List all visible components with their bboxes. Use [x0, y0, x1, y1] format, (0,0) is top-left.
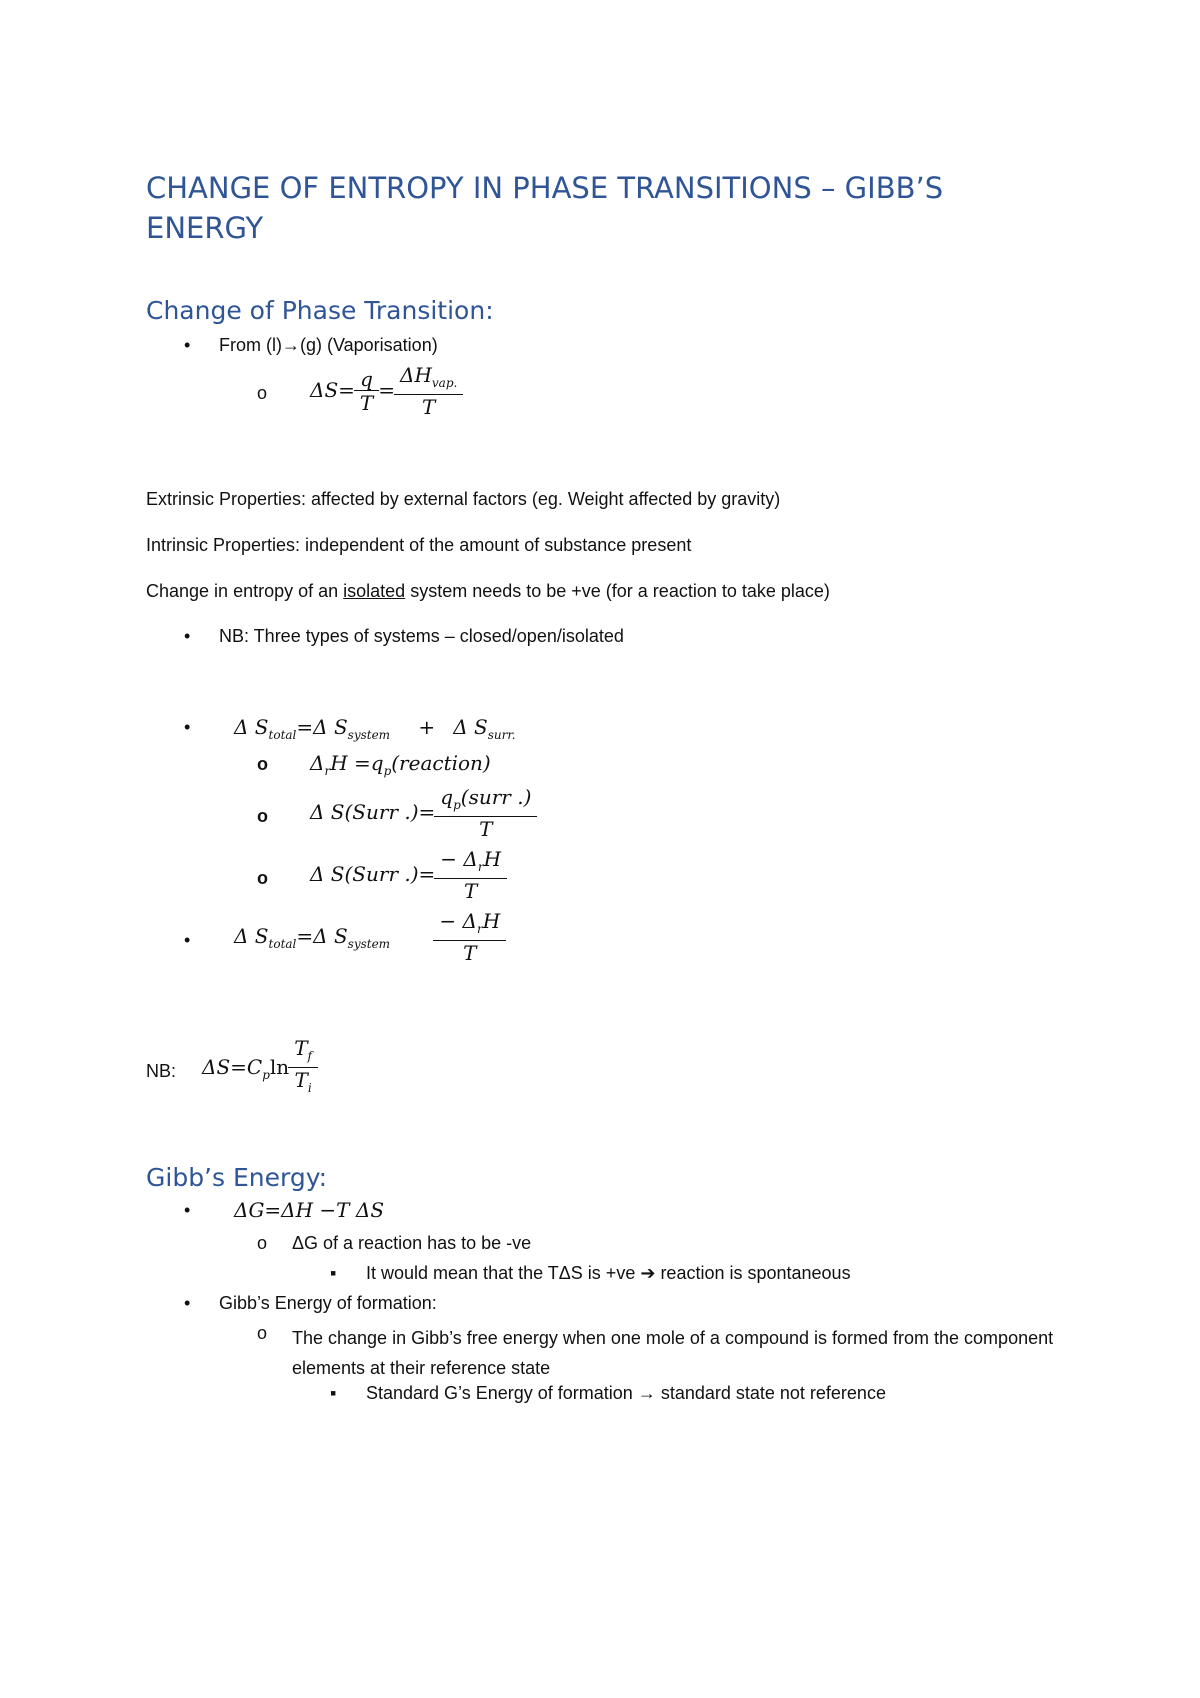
- t2-a: Δ S: [234, 924, 269, 948]
- heat-capacity-entropy-equation: [202, 1037, 317, 1100]
- std-pre: Standard G’s Energy of formation: [366, 1383, 638, 1403]
- entropy-vaporisation-equation: [310, 364, 462, 419]
- eq1-num2a: ΔH: [400, 363, 432, 387]
- std-post: standard state not reference: [655, 1383, 886, 1403]
- ss2-frac: [437, 848, 504, 903]
- intrinsic-properties-text: Intrinsic Properties: independent of the amount of substance present: [146, 535, 692, 555]
- nb-den-sub: i: [307, 1081, 312, 1095]
- reaction-enthalpy-equation: [310, 751, 491, 778]
- isolated-system-text: [146, 581, 830, 602]
- nb-den-a: T: [294, 1068, 308, 1092]
- vaporisation-pre: From (l): [219, 335, 282, 355]
- gibbs-equation: ΔG=ΔH −T ΔS: [234, 1198, 385, 1222]
- total-c-sub: surr.: [487, 728, 516, 742]
- arrow-icon: ➔: [640, 1263, 656, 1283]
- total-entropy-equation: [234, 715, 516, 742]
- drh-c: (reaction): [391, 751, 491, 775]
- ss1-frac: [437, 786, 534, 841]
- ss2-num-post: H: [483, 847, 502, 871]
- circle-marker: o: [257, 806, 268, 826]
- surroundings-entropy-equation-1: [310, 786, 536, 841]
- total-plus: +: [418, 715, 436, 739]
- nb-ln: ln: [269, 1055, 290, 1079]
- square-marker: ▪: [330, 1263, 337, 1283]
- nb-num-a: T: [294, 1036, 308, 1060]
- total-c: Δ S: [453, 715, 488, 739]
- extrinsic-properties-text: Extrinsic Properties: affected by external factors (eg. Weight affected by gravity): [146, 489, 781, 509]
- gibbs-formation-definition: The change in Gibb’s free energy when one mole of a compound is formed from the component elements at their reference state: [292, 1328, 1054, 1378]
- page-title: CHANGE OF ENTROPY IN PHASE TRANSITIONS – GIBB’S ENERGY: [146, 171, 944, 245]
- vaporisation-item: [219, 335, 438, 356]
- total-eq: =Δ S: [296, 715, 348, 739]
- ss1-lhs: Δ S(Surr .)=: [310, 800, 436, 824]
- t2-frac: [436, 910, 503, 965]
- nb-den: [288, 1067, 318, 1100]
- circle-marker: o: [257, 754, 268, 774]
- section-heading-gibbs-energy: Gibb’s Energy:: [146, 1163, 328, 1192]
- drh-b: H =q: [330, 751, 384, 775]
- t2-num: [436, 910, 503, 940]
- ss1-den: T: [434, 816, 537, 841]
- total-entropy-equation-2: [234, 910, 505, 965]
- eq1-num2: [397, 364, 460, 394]
- ss1-num-sub: p: [453, 798, 461, 812]
- eq1-frac2: [397, 364, 460, 419]
- circle-marker: o: [257, 868, 268, 888]
- standard-formation-note: [366, 1383, 886, 1404]
- ss2-num-sub: r: [477, 860, 484, 874]
- t2-num-sub: r: [476, 922, 483, 936]
- eq1-num1: q: [360, 367, 373, 391]
- bullet-marker: •: [184, 626, 191, 646]
- bullet-marker: •: [184, 1293, 191, 1313]
- ss2-num: [437, 848, 504, 878]
- bullet-marker: •: [184, 1200, 191, 1220]
- drh-a: Δ: [310, 751, 325, 775]
- eq1-num2-sub: vap.: [431, 376, 458, 390]
- bullet-marker: •: [184, 930, 191, 950]
- drh-a-sub: r: [324, 764, 331, 778]
- t2-b-sub: system: [347, 937, 391, 951]
- circle-marker: o: [257, 1233, 268, 1253]
- bullet-marker: •: [184, 335, 191, 355]
- nb-num: [291, 1037, 315, 1067]
- t2-a-sub: total: [268, 937, 297, 951]
- system-types-note: NB: Three types of systems – closed/open/isolated: [219, 626, 624, 646]
- spont-post: reaction is spontaneous: [655, 1263, 851, 1283]
- arrow-icon: →: [637, 1383, 656, 1403]
- ss1-num-post: (surr .): [460, 785, 532, 809]
- ss2-lhs: Δ S(Surr .)=: [310, 862, 436, 886]
- bullet-marker: •: [184, 717, 191, 737]
- t2-num-a: − Δ: [439, 909, 477, 933]
- eq1-den1: T: [354, 390, 379, 415]
- nb-lhs-sub: p: [262, 1068, 270, 1082]
- negative-gibbs-note: ΔG of a reaction has to be -ve: [292, 1233, 532, 1253]
- t2-den: T: [433, 940, 506, 965]
- section-heading-phase-transition: Change of Phase Transition:: [146, 296, 494, 325]
- total-a-sub: total: [268, 728, 297, 742]
- eq1-eq: =: [378, 378, 396, 402]
- drh-b-sub: p: [383, 764, 392, 778]
- nb-num-sub: f: [307, 1049, 312, 1063]
- circle-marker: o: [257, 383, 268, 403]
- change-pre: Change in entropy of an: [146, 581, 344, 601]
- eq1-frac1: [357, 368, 376, 415]
- circle-marker: o: [257, 1323, 268, 1343]
- nb-frac: [291, 1037, 315, 1100]
- total-b-sub: system: [347, 728, 391, 742]
- t2-eq: =Δ S: [296, 924, 348, 948]
- spont-pre: It would mean that the TΔS is +ve: [366, 1263, 641, 1283]
- nb-label: NB:: [146, 1061, 177, 1081]
- isolated-underlined: isolated: [343, 581, 406, 601]
- surroundings-entropy-equation-2: [310, 848, 506, 903]
- eq1-den2: T: [394, 394, 463, 419]
- square-marker: ▪: [330, 1383, 337, 1403]
- spontaneous-note: [366, 1263, 851, 1284]
- arrow-icon: →: [281, 335, 300, 355]
- change-post: system needs to be +ve (for a reaction to take place): [405, 581, 830, 601]
- ss2-num-a: − Δ: [440, 847, 478, 871]
- ss1-num: [437, 786, 534, 816]
- ss1-num-a: q: [440, 785, 454, 809]
- eq1-lhs: ΔS=: [310, 378, 355, 402]
- nb-lhs: ΔS=C: [202, 1055, 263, 1079]
- t2-num-post: H: [482, 909, 501, 933]
- gibbs-formation-item: Gibb’s Energy of formation:: [219, 1293, 437, 1313]
- ss2-den: T: [434, 878, 507, 903]
- total-a: Δ S: [234, 715, 269, 739]
- vaporisation-post: (g) (Vaporisation): [299, 335, 438, 355]
